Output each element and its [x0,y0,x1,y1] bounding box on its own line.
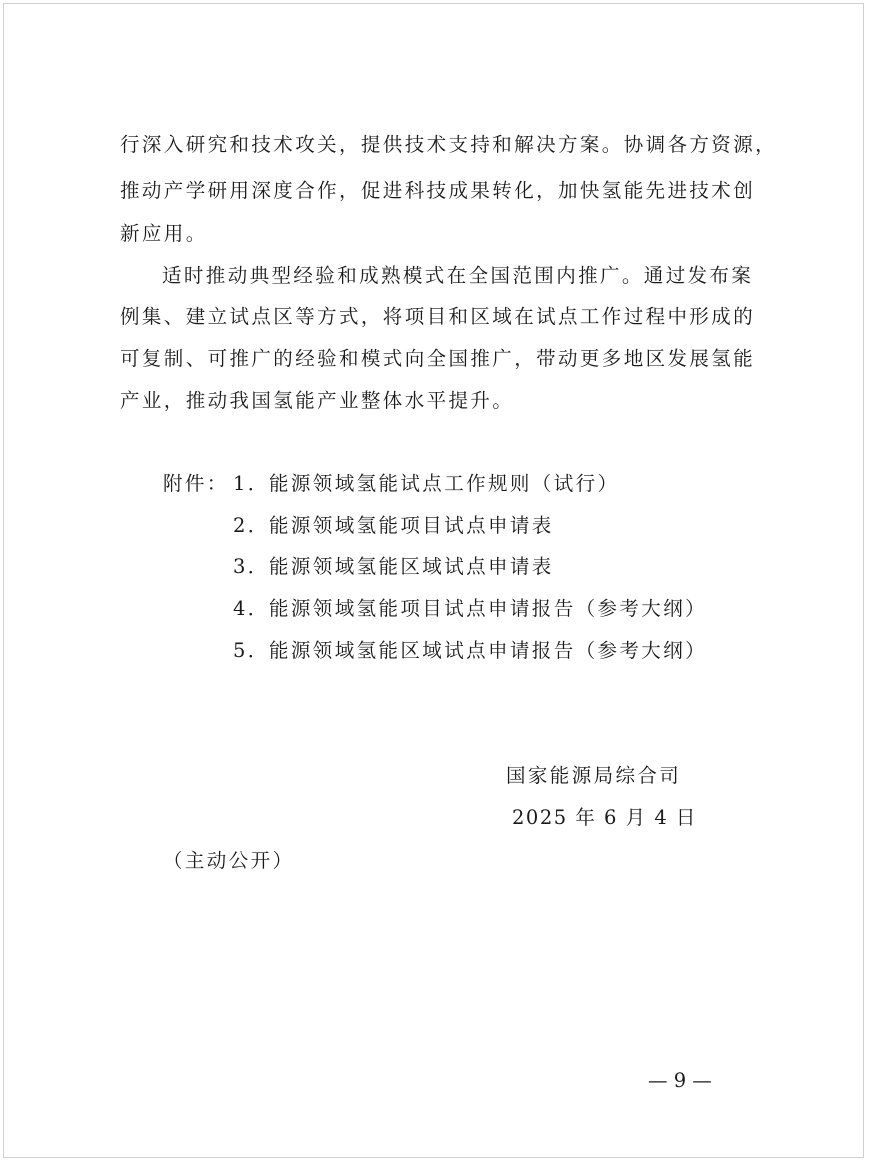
attachment-number: 5． [233,639,270,662]
paragraph-1-line-1: 行深入研究和技术攻关，提供技术支持和解决方案。协调各方资源， [120,133,778,156]
attachment-number: 2． [233,514,270,537]
attachment-title: 能源领域氢能项目试点申请表 [269,514,554,537]
paragraph-1-line-3: 新应用。 [120,222,208,245]
attachment-item-4 [233,594,707,624]
attachment-title: 能源领域氢能项目试点申请报告（参考大纲） [269,597,708,620]
attachments-label: 附件： [163,472,229,495]
attachment-title: 能源领域氢能区域试点申请表 [269,555,554,578]
issue-date: 2025 年 6 月 4 日 [512,806,697,829]
attachment-item-2 [233,511,554,541]
paragraph-2-line-4: 产业，推动我国氢能产业整体水平提升。 [120,389,515,412]
attachment-number: 4． [233,597,270,620]
page-number: — 9 — [648,1069,712,1092]
attachment-item-5 [233,636,707,666]
attachment-item-1 [233,469,619,499]
attachment-title: 能源领域氢能试点工作规则（试行） [269,472,620,495]
attachment-number: 3． [233,555,270,578]
attachment-title: 能源领域氢能区域试点申请报告（参考大纲） [269,639,708,662]
paragraph-2-line-2: 例集、建立试点区等方式，将项目和区域在试点工作过程中形成的 [120,305,756,328]
disclosure-note: （主动公开） [163,849,295,872]
paragraph-1-line-2: 推动产学研用深度合作，促进科技成果转化，加快氢能先进技术创 [120,179,756,202]
attachment-item-3 [233,552,554,582]
issuing-organization: 国家能源局综合司 [506,764,682,787]
attachment-number: 1． [233,472,270,495]
paragraph-2-line-3: 可复制、可推广的经验和模式向全国推广，带动更多地区发展氢能 [120,347,756,370]
paragraph-2-line-1: 适时推动典型经验和成熟模式在全国范围内推广。通过发布案 [162,264,754,287]
